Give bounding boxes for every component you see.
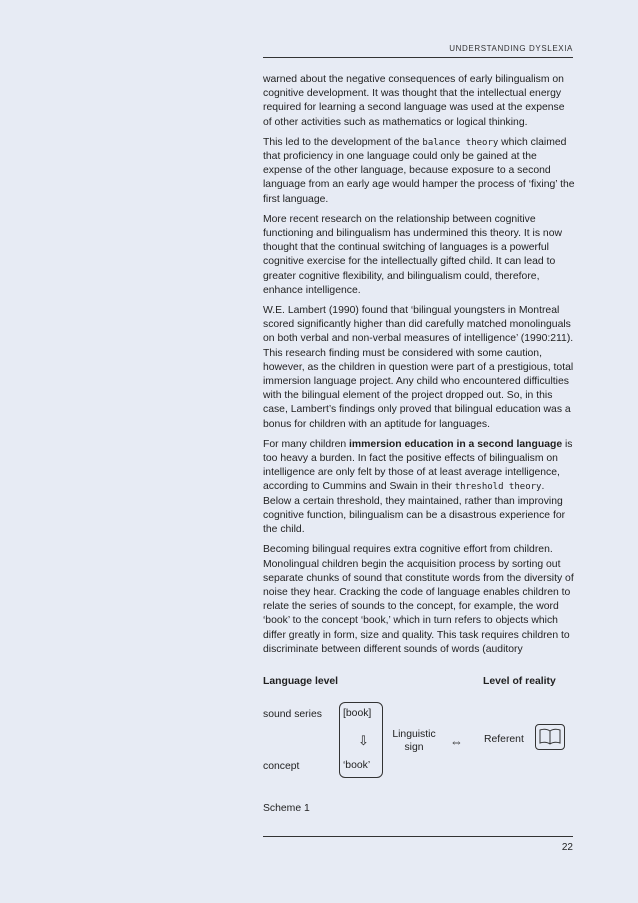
- paragraph-2-start: This led to the development of the: [263, 136, 423, 148]
- paragraph-5-start: For many children: [263, 438, 350, 450]
- down-arrow-icon: ⇩: [358, 733, 369, 748]
- footer-rule: [263, 836, 573, 837]
- scheme-diagram: [263, 672, 575, 792]
- paragraph-4: W.E. Lambert (1990) found that ‘bilingual youngsters in Montreal scored significantly higher than did carefully matched monolinguals on both verbal and non-verbal measures of intelligence’ (1990:211). This research finding must be considered with some caution, however, as the children in question were part of a prestigious, total immersion language project. Any child who encountered difficulties with the bilingual element of the project dropped out. So, in this case, Lambert’s findings only proved that bilingual education was a bonus for children with an aptitude for languages.: [263, 305, 574, 430]
- paragraph-5: [263, 438, 575, 537]
- immersion-education-term: immersion education in a second language: [349, 438, 563, 450]
- sound-series-label: sound series: [263, 709, 322, 720]
- body-text: [263, 73, 575, 663]
- paragraph-6: Becoming bilingual requires extra cognitive effort from children. Monolingual children begin the acquisition process by sorting out separate chunks of sound that constitute words from the diversity of noise they hear. Cracking the code of language enables children to relate the series of sounds to the concept, for example, the word ‘book’ to the concept ‘book,’ which in turn refers to objects which differ greatly in form, size and quality. This task requires children to discriminate between different sounds of words (auditory: [263, 544, 574, 655]
- paragraph-2-end: which claimed that proficiency in one language could only be gained at the expense of the other language, because exposure to a second language from an early age would hamper the process of ‘fixing’ the first language.: [263, 136, 575, 205]
- referent-label: Referent: [484, 734, 524, 745]
- page-number: 22: [561, 842, 573, 853]
- scheme-caption: Scheme 1: [263, 803, 310, 814]
- level-of-reality-heading: Level of reality: [483, 676, 556, 687]
- linguistic-sign-box: [339, 702, 383, 778]
- paragraph-2: [263, 136, 575, 207]
- paragraph-1: warned about the negative consequences of early bilingualism on cognitive development. It was thought that the intellectual energy required for learning a second language was used at the expense of other activities such as mathematics or logical thinking.: [263, 74, 565, 128]
- open-book-drawing: [539, 728, 561, 745]
- balance-theory-term: balance theory: [422, 137, 499, 148]
- paragraph-3: More recent research on the relationship between cognitive functioning and bilingualism has undermined this theory. It is now thought that the continual switching of languages is a powerful cognitive exercise for the intellectually gifted child. It can lead to greater cognitive flexibility, and bilingualism could, therefore, enhance intelligence.: [263, 213, 562, 296]
- book-sound-series: [book]: [343, 708, 372, 719]
- linguistic-sign-label: Linguistic sign: [392, 729, 436, 753]
- paragraph-5-middle: is too heavy a burden. In fact the positive effects of bilingualism on intelligence are only felt by those of at least average intelligence, according to Cummins and Swain in their: [263, 438, 573, 493]
- open-book-icon: [535, 724, 565, 750]
- running-header: UNDERSTANDING DYSLEXIA: [449, 44, 573, 53]
- language-level-heading: Language level: [263, 676, 339, 687]
- concept-label: concept: [263, 761, 300, 772]
- header-rule: [263, 57, 573, 58]
- left-right-arrow-icon: ⇔: [450, 734, 463, 749]
- paragraph-5-end: . Below a certain threshold, they maintained, rather than improving cognitive function, bilingualism can be a disastrous experience for the child.: [263, 481, 566, 536]
- threshold-theory-term: threshold theory: [454, 482, 542, 493]
- book-concept: ‘book’: [343, 760, 371, 771]
